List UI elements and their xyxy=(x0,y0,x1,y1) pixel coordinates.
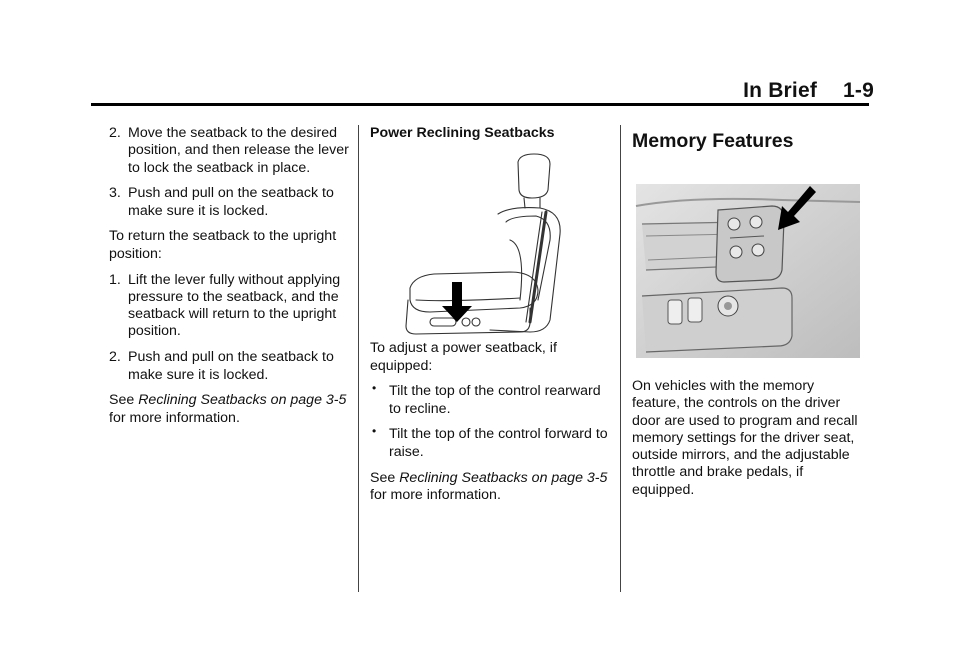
cross-reference: See Reclining Seatbacks on page 3-5 for more information. xyxy=(370,469,608,503)
page-number: 1-9 xyxy=(843,79,874,102)
cross-reference: See Reclining Seatbacks on page 3-5 for more information. xyxy=(109,392,347,426)
column-1 xyxy=(109,125,353,435)
power-seat-illustration xyxy=(370,150,610,340)
running-head xyxy=(743,79,874,103)
cross-reference-link[interactable]: Reclining Seatbacks on page 3-5 xyxy=(138,392,347,409)
header-rule xyxy=(91,103,869,106)
subsection-heading: Power Reclining Seatbacks xyxy=(370,125,555,141)
bullet-glyph: • xyxy=(372,381,377,396)
step-item: 1. Lift the lever fully without applying pressure to the seatback, and the seatback will return to the upright position. xyxy=(109,271,341,340)
cross-reference-link[interactable]: Reclining Seatbacks on page 3-5 xyxy=(399,469,608,486)
memory-controls-photo xyxy=(632,166,864,362)
step-item: 2. Push and pull on the seatback to make sure it is locked. xyxy=(109,349,334,383)
memory-features-body: On vehicles with the memory feature, the controls on the driver door are used to program and recall memory settings for the driver seat, outside mirrors, and the adjustable throttle and brake pedals, if equipped. xyxy=(632,378,858,498)
column-divider-2 xyxy=(620,125,621,592)
column-divider-1 xyxy=(358,125,359,592)
step-item: 3. Push and pull on the seatback to make sure it is locked. xyxy=(109,185,334,219)
column-2 xyxy=(370,125,610,513)
return-intro: To return the seatback to the upright position: xyxy=(109,228,337,262)
section-title: In Brief xyxy=(743,79,818,102)
power-seat-intro: To adjust a power seatback, if equipped: xyxy=(370,340,557,374)
section-heading: Memory Features xyxy=(632,130,794,152)
step-item: 2. Move the seatback to the desired position, and then release the lever to lock the seatback in place. xyxy=(109,125,349,176)
column-3 xyxy=(632,125,864,508)
list-item: • Tilt the top of the control forward to raise. xyxy=(372,424,608,460)
list-item: • Tilt the top of the control rearward to recline. xyxy=(372,381,601,417)
bullet-glyph: • xyxy=(372,424,377,439)
